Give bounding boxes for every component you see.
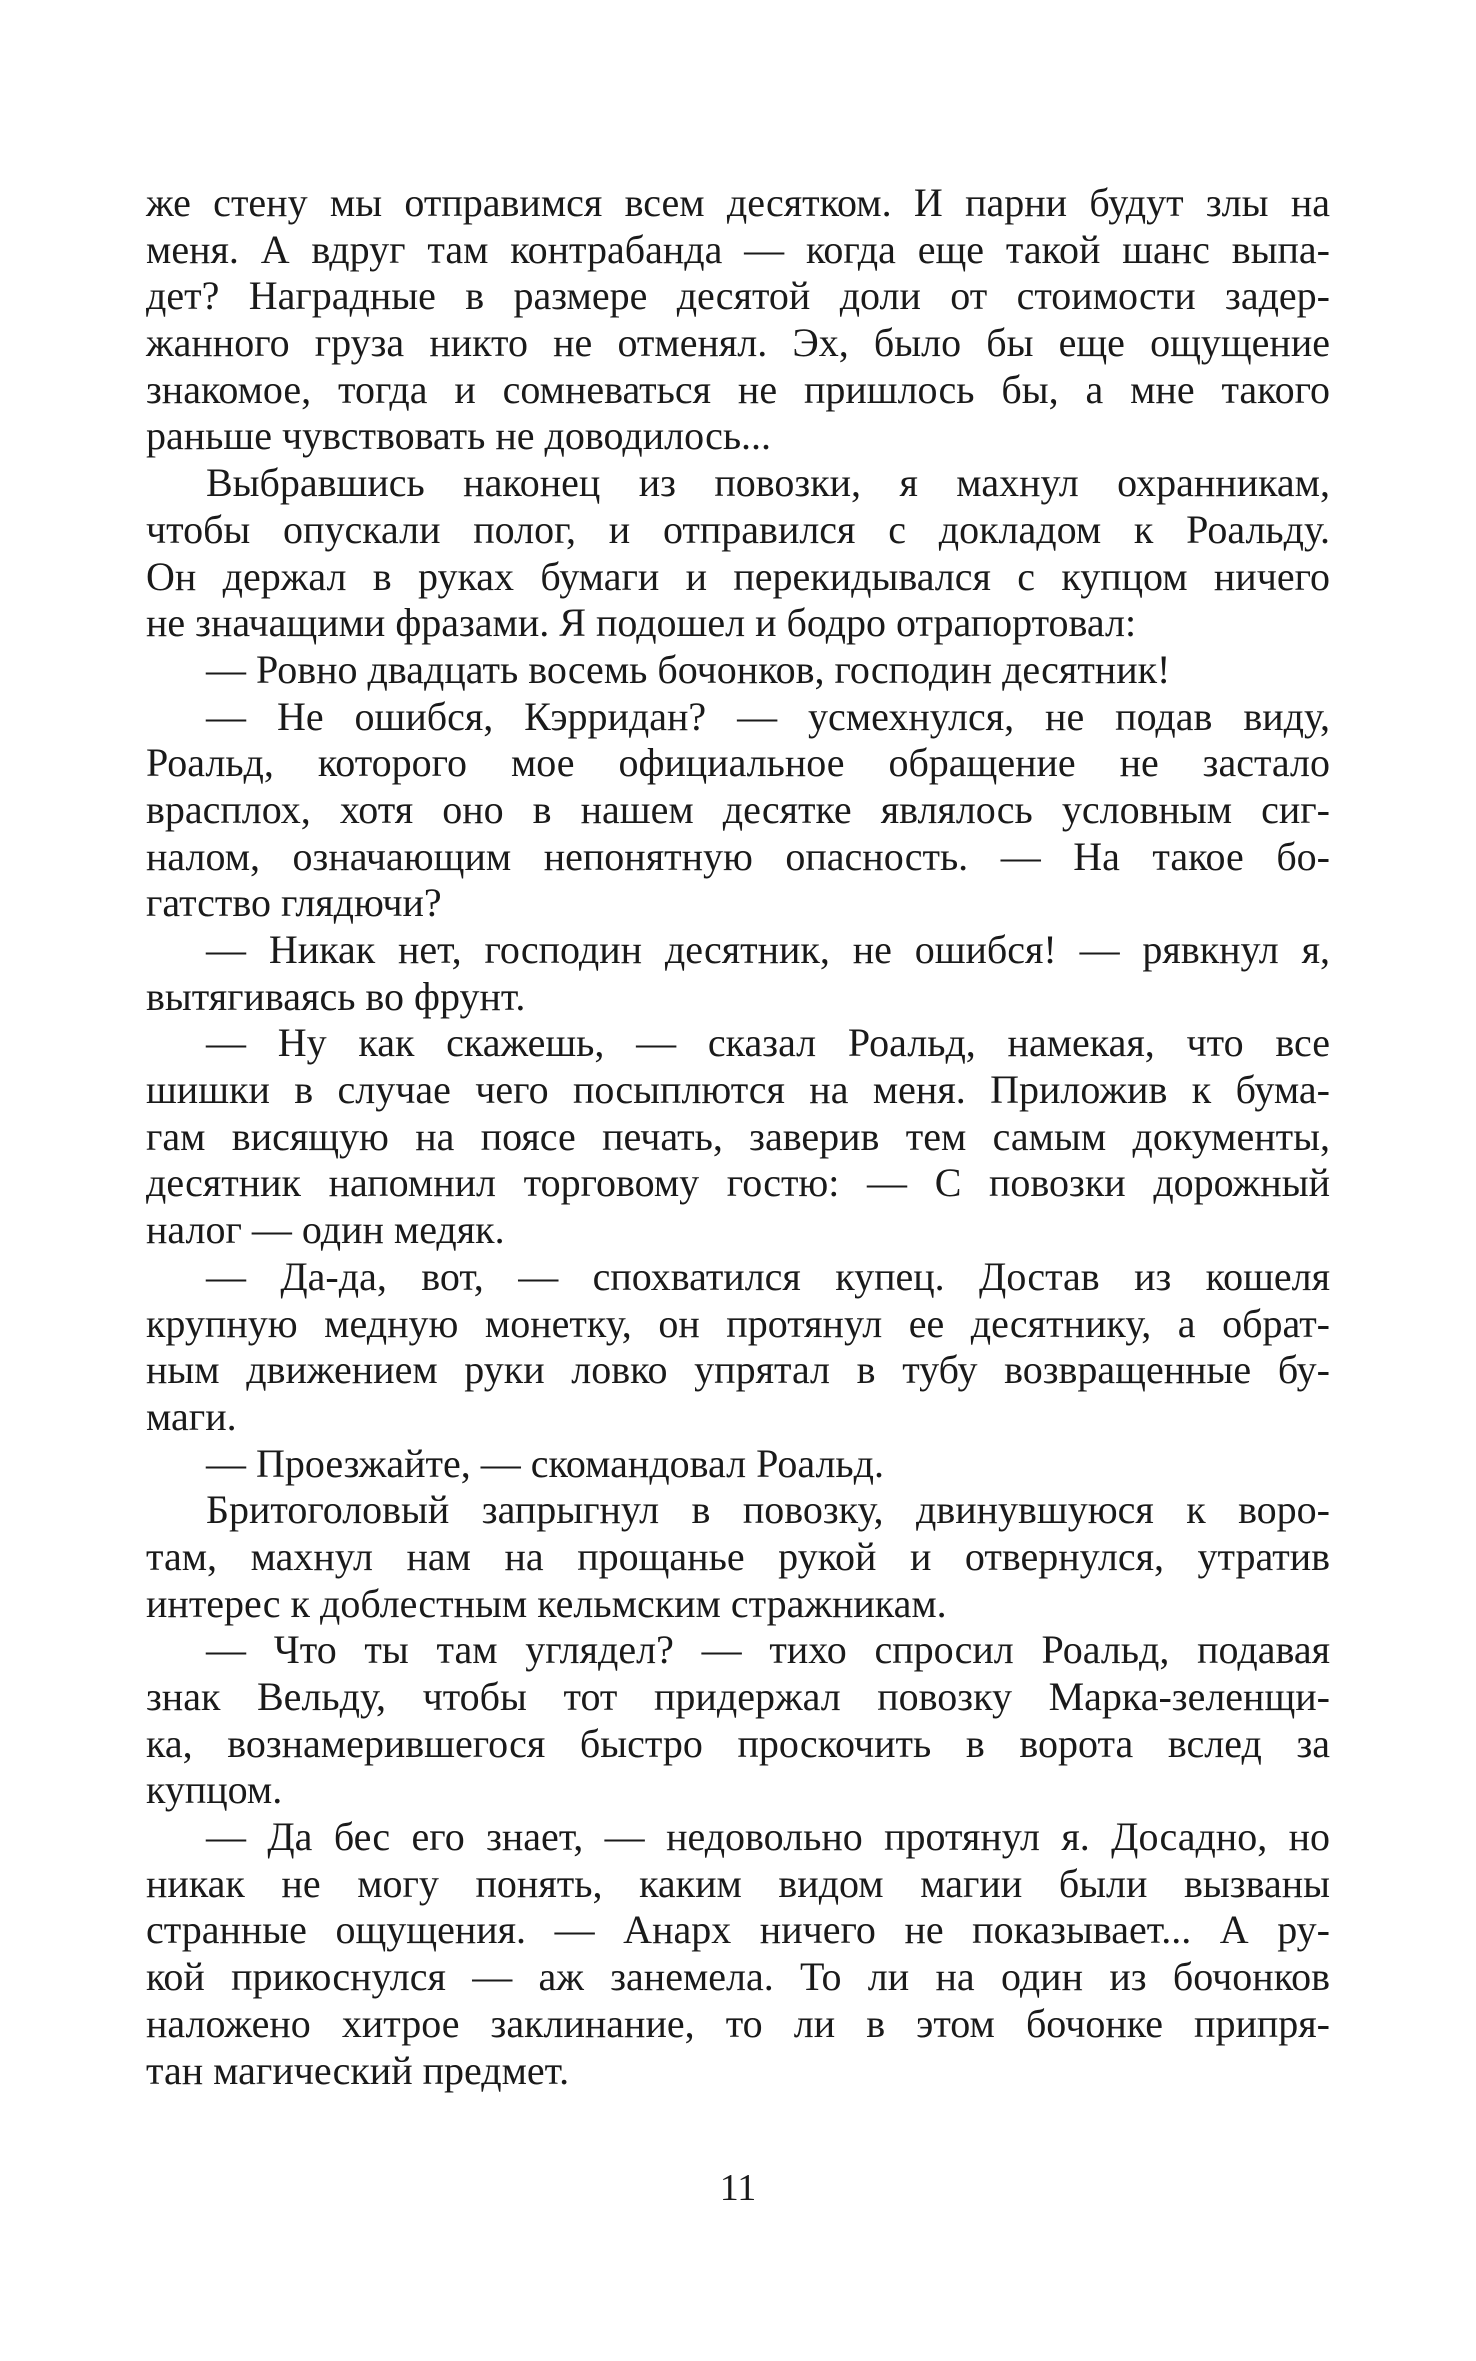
text-line: дет? Наградные в размере десятой доли от стоимости задер- — [146, 273, 1330, 319]
text-line: раньше чувствовать не доводилось... — [146, 413, 772, 459]
text-line: вытягиваясь во фрунт. — [146, 973, 526, 1019]
text-line: Бритоголовый запрыгнул в повозку, двинувшуюся к воро- — [206, 1487, 1330, 1533]
text-line: — Проезжайте, — скомандовал Роальд. — [206, 1440, 885, 1486]
text-line: Роальд, которого мое официальное обращение не застало — [146, 740, 1330, 786]
text-line: странные ощущения. — Анарх ничего не показывает... А ру- — [146, 1907, 1330, 1953]
text-line: Выбравшись наконец из повозки, я махнул охранникам, — [206, 460, 1330, 506]
text-line: знак Вельду, чтобы тот придержал повозку Марка-зеленщи- — [146, 1674, 1330, 1719]
page-number: 11 — [719, 2167, 757, 2209]
text-line: — Да бес его знает, — недовольно протянул я. Досадно, но — [206, 1814, 1330, 1860]
text-line: — Ровно двадцать восемь бочонков, господин десятник! — [206, 646, 1171, 692]
text-line: маги. — [146, 1393, 237, 1439]
text-line: чтобы опускали полог, и отправился с докладом к Роальду. — [146, 506, 1330, 552]
text-line: ным движением руки ловко упрятал в тубу возвращенные бу- — [146, 1347, 1330, 1393]
text-line: же стену мы отправимся всем десятком. И парни будут злы на — [146, 180, 1330, 225]
text-line: — Не ошибся, Кэрридан? — усмехнулся, не подав виду, — [206, 693, 1330, 739]
text-line: шишки в случае чего посыплются на меня. Приложив к бума- — [146, 1067, 1330, 1113]
text-line: — Что ты там углядел? — тихо спросил Роальд, подавая — [206, 1627, 1330, 1673]
text-line: жанного груза никто не отменял. Эх, было бы еще ощущение — [146, 320, 1330, 366]
text-line: Он держал в руках бумаги и перекидывался с купцом ничего — [146, 553, 1330, 599]
text-line: никак не могу понять, каким видом магии были вызваны — [146, 1860, 1330, 1906]
text-line: ка, вознамерившегося быстро проскочить в ворота вслед за — [146, 1720, 1330, 1766]
text-line: меня. А вдруг там контрабанда — когда еще такой шанс выпа- — [146, 226, 1330, 272]
text-line: десятник напомнил торговому гостю: — С повозки дорожный — [146, 1160, 1330, 1206]
text-line: не значащими фразами. Я подошел и бодро отрапортовал: — [146, 600, 1137, 646]
text-line: гам висящую на поясе печать, заверив тем самым документы, — [146, 1113, 1330, 1159]
text-line: наложено хитрое заклинание, то ли в этом бочонке припря- — [146, 2000, 1330, 2046]
text-line: — Ну как скажешь, — сказал Роальд, намекая, что все — [206, 1020, 1330, 1066]
text-line: интерес к доблестным кельмским стражникам. — [146, 1580, 947, 1626]
text-line: налом, означающим непонятную опасность. — На такое бо- — [146, 833, 1330, 879]
text-line: — Никак нет, господин десятник, не ошибся! — рявкнул я, — [206, 927, 1330, 972]
text-line: гатство глядючи? — [146, 880, 442, 926]
text-line: крупную медную монетку, он протянул ее десятнику, а обрат- — [146, 1300, 1330, 1346]
text-line: врасплох, хотя оно в нашем десятке являлось условным сиг- — [146, 786, 1330, 832]
text-line: купцом. — [146, 1767, 283, 1813]
page-body-text — [146, 180, 1330, 2094]
text-line: налог — один медяк. — [146, 1207, 505, 1253]
text-line: тан магический предмет. — [146, 2047, 570, 2093]
text-line: там, махнул нам на прощанье рукой и отвернулся, утратив — [146, 1533, 1330, 1579]
text-line: кой прикоснулся — аж занемела. То ли на один из бочонков — [146, 1954, 1330, 2000]
text-line: знакомое, тогда и сомневаться не пришлось бы, а мне такого — [146, 366, 1330, 412]
text-line: — Да-да, вот, — спохватился купец. Достав из кошеля — [206, 1253, 1330, 1299]
